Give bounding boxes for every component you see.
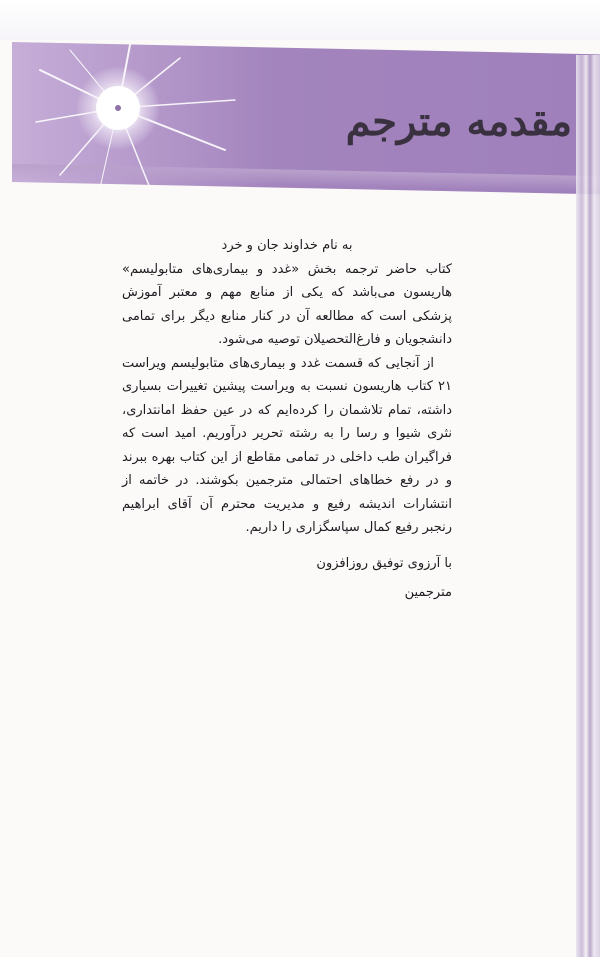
opening-line: به نام خداوند جان و خرد [221, 238, 353, 253]
preface-body [122, 234, 452, 605]
starburst-decoration [30, 40, 250, 190]
page-edge-stripes [576, 55, 600, 957]
page-top-edge [0, 0, 600, 40]
paragraph-1: کتاب حاضر ترجمه بخش «غدد و بیماری‌های متابولیسم» هاریسون می‌باشد که یکی از منابع مهم و معتبر آموزش پزشکی است که مطالعه آن در کنار منابع دیگر برای تمامی دانشجویان و فارغ‌التحصیلان توصیه می‌شود. [122, 261, 452, 347]
paragraph-2: از آنجایی که قسمت غدد و بیماری‌های متابولیسم ویراست ۲۱ کتاب هاریسون نسبت به ویراست پیشین تغییرات بسیاری داشته، تمام تلاشمان را کرده‌ایم که در عین حفظ امانتداری، نثری شیوا و رسا را به رشته تحریر درآوریم. امید است که فراگیران طب داخلی در تمامی مقاطع از این کتاب بهره ببرند و در رفع خطاهای احتمالی مترجمین بکوشند. در خاتمه از انتشارات اندیشه رفیع و مدیریت محترم آن آقای ابراهیم رنجبر رفیع کمال سپاسگزاری را داریم. [122, 355, 452, 535]
page-title: مقدمه مترجم [345, 98, 572, 145]
closing-wish: با آرزوی توفیق روزافزون [316, 555, 452, 571]
signature: مترجمین [404, 585, 452, 600]
